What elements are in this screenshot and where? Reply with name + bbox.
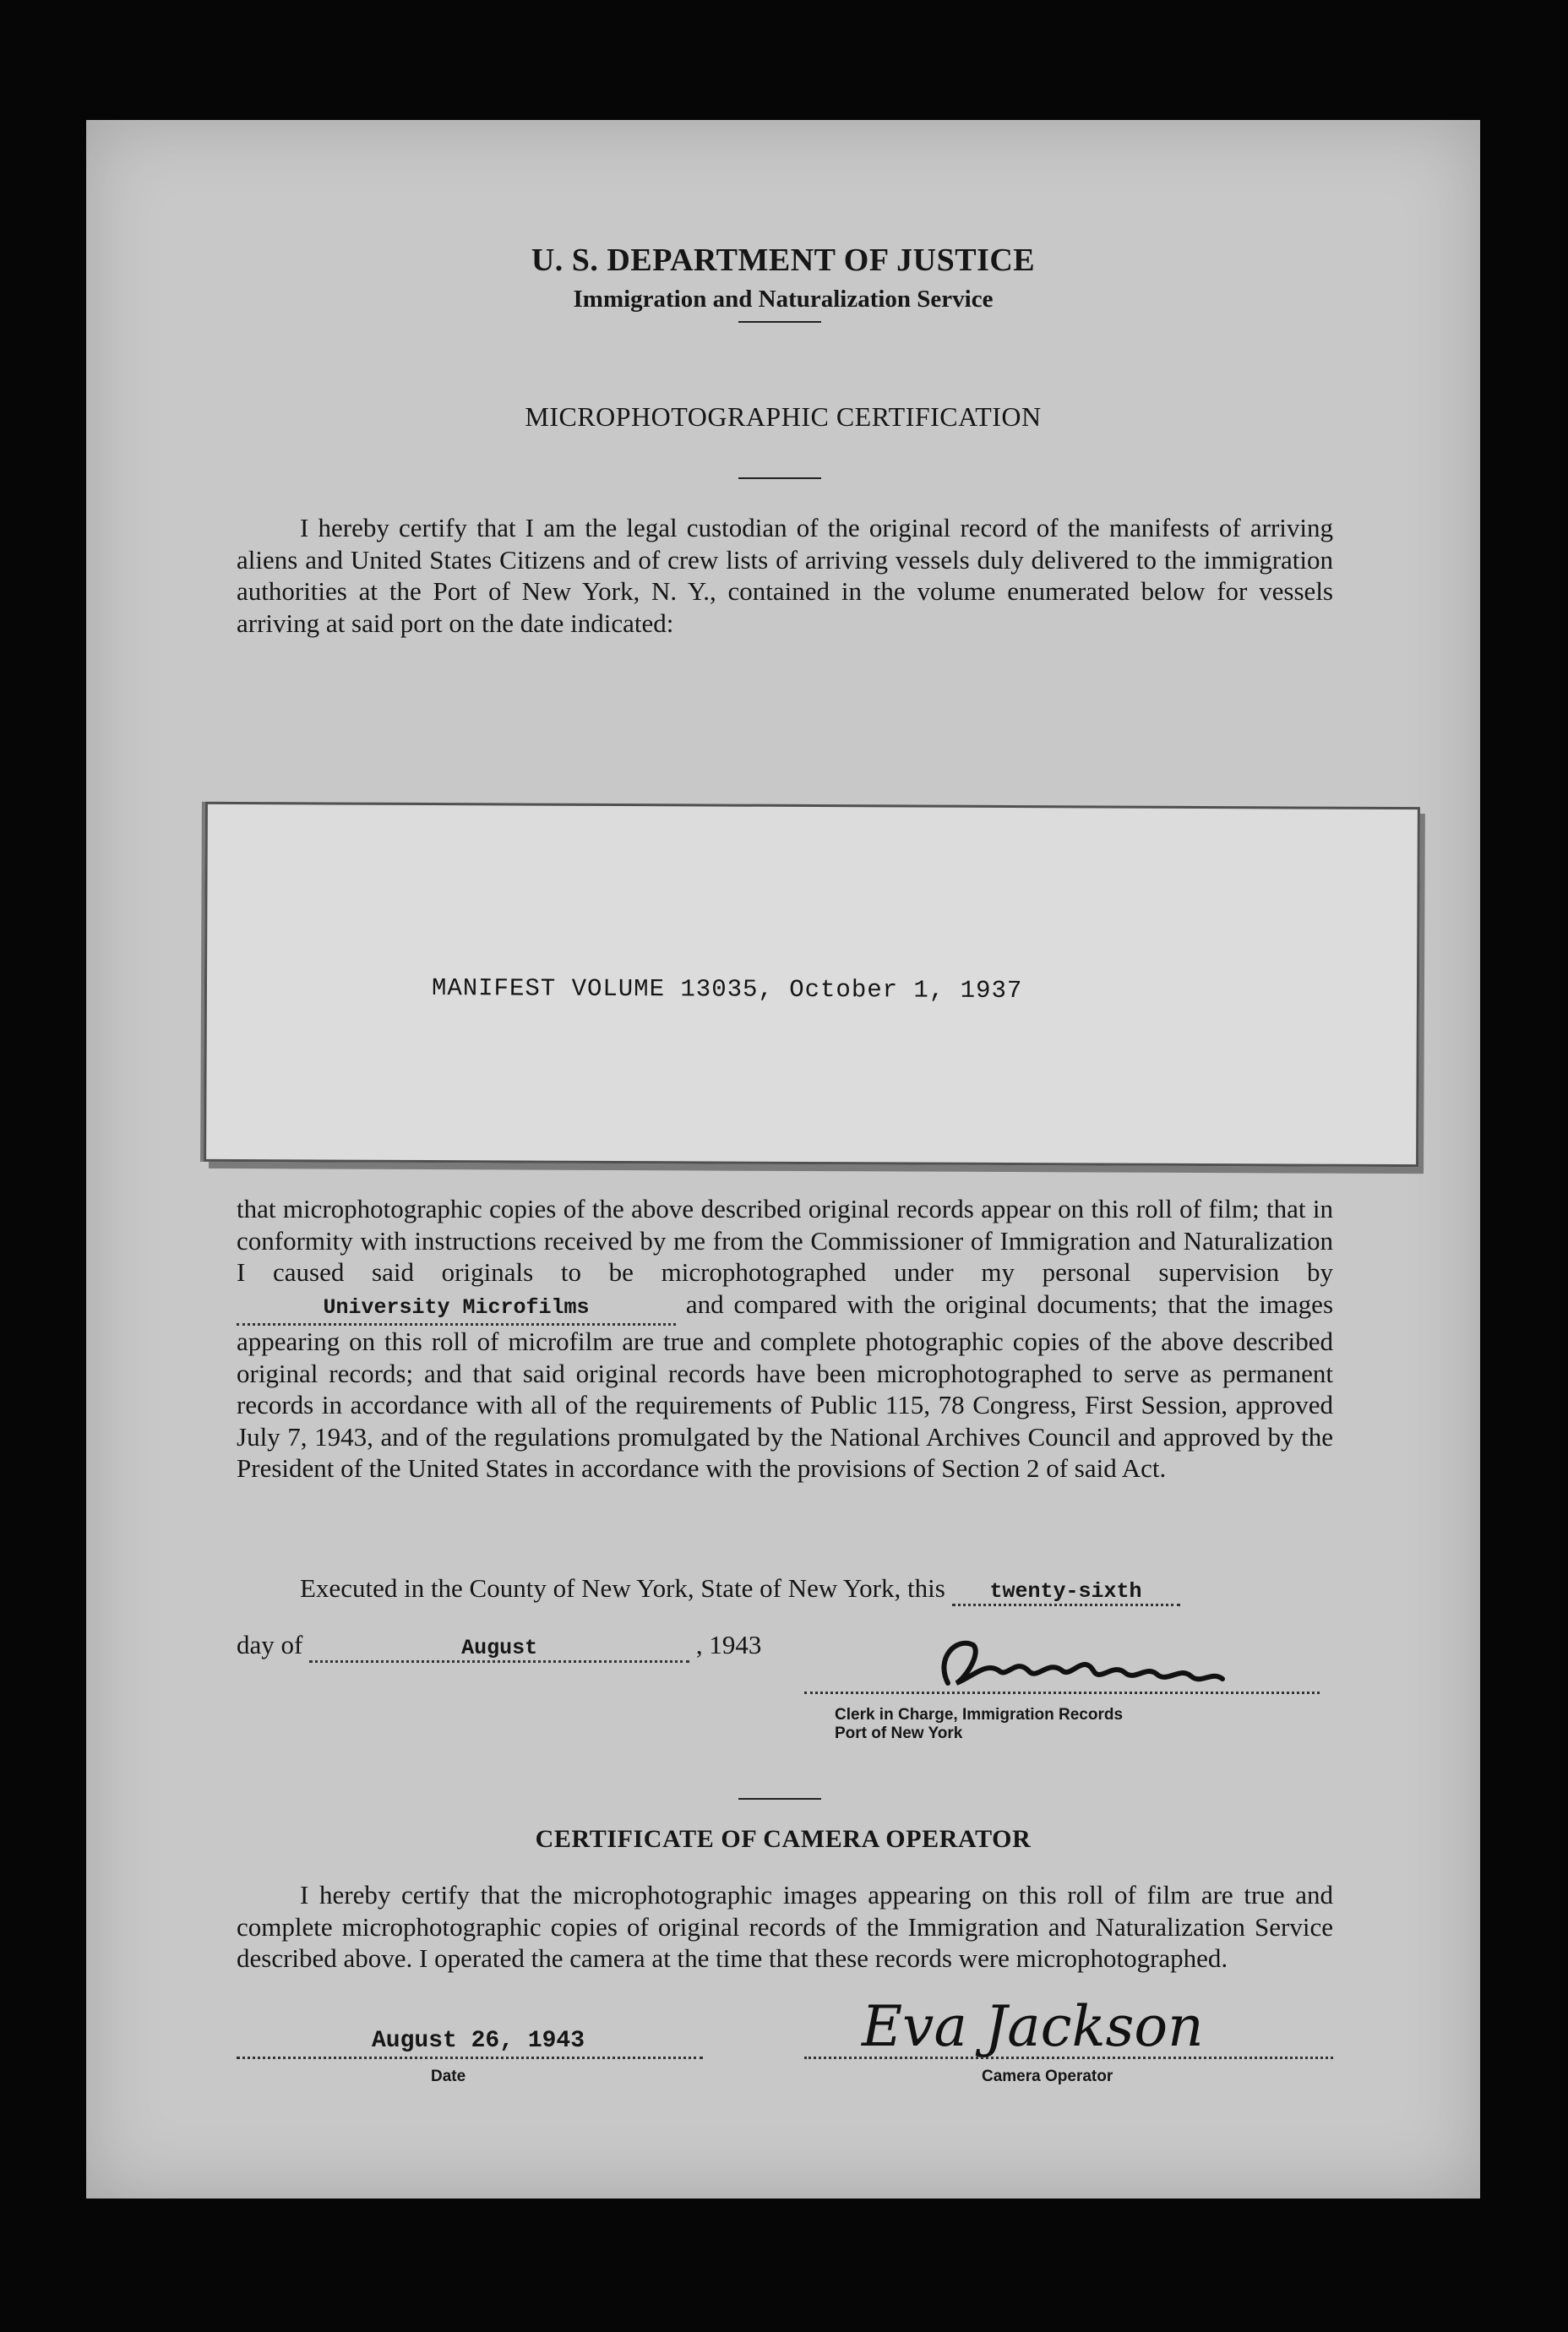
operator-label: Camera Operator: [982, 2068, 1113, 2085]
intro-text: I hereby certify that I am the legal custodian of the original record of the manifests of arriving aliens and United States Citizens and of crew lists of arriving vessels duly delivered to the immigration authorities at the Port of New York, N. Y., contained in the volume enumerated below for vessels arriving at said port on the date indicated:: [237, 513, 1333, 638]
manifest-strip: [204, 802, 1420, 1167]
month-fill: August: [309, 1636, 689, 1663]
operator-signature: Eva Jackson: [862, 1994, 1204, 2059]
operator-date-value: August 26, 1943: [372, 2028, 585, 2054]
clerk-signature-line: [804, 1692, 1320, 1694]
day-of-line: [237, 1630, 761, 1663]
year-text: , 1943: [695, 1630, 762, 1659]
certification-title: MICROPHOTOGRAPHIC CERTIFICATION: [525, 401, 1042, 432]
operator-signature-line: [804, 2057, 1333, 2059]
department-heading: U. S. DEPARTMENT OF JUSTICE: [531, 242, 1036, 278]
manifest-volume-text: MANIFEST VOLUME 13035, October 1, 1937: [431, 974, 1023, 1005]
body-text-after: and compared with the original documents; that the images appearing on this roll of microfilm are true and complete photographic copies of the above described original records; and that said original records have been microphotographed to serve as permanent records in accordance with all of the requirements of Public 115, 78 Congress, First Session, approved July 7, 1943, and of the regulations promulgated by the National Archives Council and approved by the President of the United States in accordance with the provisions of Section 2 of said Act.: [237, 1289, 1334, 1483]
supervisor-fill: University Microfilms: [237, 1292, 676, 1327]
camera-section-divider: [738, 1798, 821, 1800]
heading-divider-top: [738, 321, 821, 323]
heading-divider-bottom: [738, 477, 821, 479]
clerk-title-line1: Clerk in Charge, Immigration Records: [835, 1706, 1124, 1724]
certificate-page: [86, 120, 1480, 2199]
executed-text: Executed in the County of New York, State of New York, this: [300, 1573, 945, 1603]
clerk-title: [835, 1706, 1123, 1743]
body-text-before: that microphotographic copies of the above described original records appear on this roll of film; that in conformity with instructions received by me from the Commissioner of Immigration and Naturalization I caused said originals to be microphotographed under my personal supervision by: [237, 1194, 1333, 1287]
camera-text: I hereby certify that the microphotographic images appearing on this roll of film are true and complete microphotographic copies of original records of the Immigration and Naturalization Service described above. I operated the camera at the time that these records were microphotographed.: [237, 1880, 1333, 1973]
service-subheading: Immigration and Naturalization Service: [573, 286, 994, 313]
day-of-label: day of: [237, 1630, 303, 1659]
day-fill: twenty-sixth: [952, 1579, 1180, 1606]
date-line: [237, 2057, 703, 2059]
body-paragraph: [237, 1193, 1333, 1485]
camera-paragraph: [237, 1879, 1333, 1975]
intro-paragraph: [237, 512, 1333, 639]
clerk-title-line2: Port of New York: [835, 1724, 963, 1742]
clerk-signature-icon: [897, 1624, 1337, 1708]
executed-line: [300, 1573, 1180, 1606]
camera-operator-heading: CERTIFICATE OF CAMERA OPERATOR: [535, 1825, 1032, 1853]
date-label: Date: [431, 2068, 466, 2085]
